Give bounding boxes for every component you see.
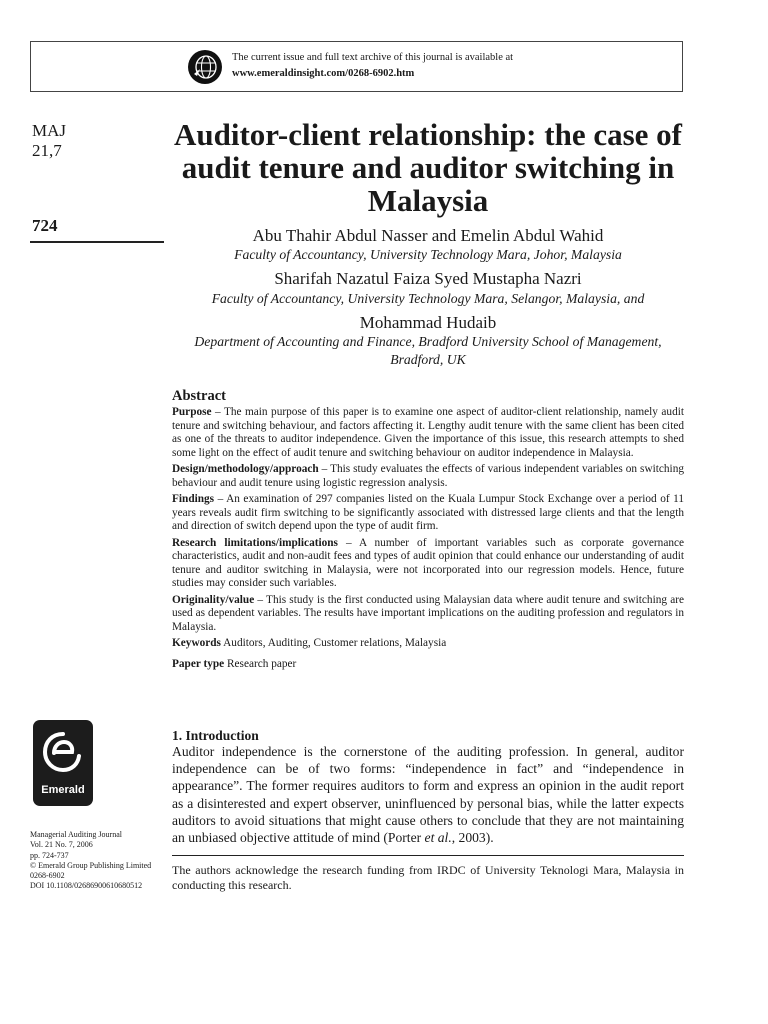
acknowledgement-footnote: The authors acknowledge the research funding from IRDC of University Teknologi Mara, Malaysia in conducting this research.: [172, 863, 684, 892]
author-affiliation: Faculty of Accountancy, University Technology Mara, Selangor, Malaysia, and: [211, 291, 645, 306]
author-affiliation: Department of Accounting and Finance, Bradford University School of Management, Bradford, UK: [194, 334, 662, 367]
citation-etal: et al.: [424, 830, 452, 846]
author-names: Sharifah Nazatul Faiza Syed Mustapha Nazri: [274, 269, 582, 288]
abstract-text: – A number of important variables such as corporate governance characteristics, audit and non-audit fees and types of audit opinion that could enhance our understanding of audit tenure and auditor switching in Malaysia, were not incorporated into our regression models. Hence, future studies may consider such variables.: [172, 536, 685, 589]
abstract-label: Originality/value: [172, 593, 255, 606]
abstract-text: – The main purpose of this paper is to examine one aspect of auditor-client relationship, namely audit tenure and switching behaviour, and factors affecting it. Lengthy audit tenure with the same client has been cited as one of the threats to auditor independence. Given the importance of this issue, this research attempts to shed some light on the effect of audit tenure and switching behaviour on auditor independence in Malaysia.: [172, 406, 684, 459]
introduction-heading: 1. Introduction: [172, 728, 259, 743]
introduction-text: Auditor independence is the cornerstone of the auditing profession. In general, auditor independence can be of two forms: “independence in fact” and “independence in appearance”. The former requires auditors to form and express an opinion in the audit report as a disinterested and expert observer, uninfluenced by personal bias, while the latter expects auditors to avoid situations that might cause others to conclude that they are not maintaining an unbiased objective attitude of mind (Porter: [172, 744, 684, 846]
abstract-text: Auditors, Auditing, Customer relations, Malaysia: [220, 637, 447, 649]
abstract-body: [172, 406, 684, 674]
abstract-design: [172, 463, 684, 490]
article-title: Auditor-client relationship: the case of audit tenure and auditor switching in Malaysia: [173, 117, 682, 218]
banner-availability-text: The current issue and full text archive of this journal is available at: [232, 52, 514, 63]
journal-abbr-text: MAJ: [32, 121, 67, 140]
emerald-swirl-icon: [41, 728, 85, 778]
abstract-originality: [172, 594, 684, 635]
journal-info-line: Vol. 21 No. 7, 2006: [30, 840, 93, 850]
footnote-rule: [172, 855, 684, 856]
journal-info-line: DOI 10.1108/02686900610680512: [30, 881, 143, 891]
journal-info-line: pp. 724-737: [30, 850, 69, 860]
journal-info-line: Managerial Auditing Journal: [30, 830, 122, 839]
journal-info-line: © Emerald Group Publishing Limited: [30, 860, 152, 870]
journal-info-line: 0268-6902: [30, 871, 65, 881]
abstract-purpose: [172, 406, 684, 460]
emerald-logo-text: Emerald: [41, 784, 85, 796]
abstract-paper-type: [172, 658, 684, 672]
journal-citation-info: [30, 830, 151, 892]
author-names: Mohammad Hudaib: [359, 313, 497, 332]
emerald-logo: [33, 720, 93, 806]
abstract-findings: [172, 493, 684, 534]
abstract-text: – This study evaluates the effects of various independent variables on switching behaviour and audit tenure using logistic regression analysis.: [172, 463, 684, 489]
abstract-keywords: [172, 637, 684, 651]
page-number-rule: [30, 241, 164, 243]
volume-issue-text: 21,7: [32, 141, 62, 160]
globe-icon: [188, 50, 222, 84]
abstract-text: – This study is the first conducted using Malaysian data where audit tenure and switching are used as dependent variables. The results have important implications on the auditing profession and regulators in Malaysia.: [172, 593, 684, 633]
abstract-limitations: [172, 537, 684, 591]
banner-url-link[interactable]: www.emeraldinsight.com/0268-6902.htm: [232, 68, 415, 79]
abstract-text: – An examination of 297 companies listed on the Kuala Lumpur Stock Exchange over a period of 11 years reveals audit firm switching to be significantly associated with distressed large clients and that the length and direction of switch depend upon the type of audit firm.: [172, 493, 684, 532]
abstract-label: Findings: [172, 493, 215, 505]
author-affiliation: Faculty of Accountancy, University Technology Mara, Johor, Malaysia: [234, 247, 622, 262]
journal-access-banner: [30, 41, 683, 92]
journal-abbreviation: [32, 121, 66, 161]
abstract-label: Research limitations/implications: [172, 536, 338, 549]
abstract-heading: Abstract: [172, 388, 226, 404]
abstract-label: Purpose: [172, 406, 212, 418]
abstract-label: Paper type: [172, 657, 225, 670]
author-names: Abu Thahir Abdul Nasser and Emelin Abdul Wahid: [252, 226, 604, 245]
abstract-text: Research paper: [224, 657, 297, 670]
page-number: 724: [32, 216, 58, 235]
introduction-paragraph: [172, 743, 684, 846]
introduction-text-end: , 2003).: [451, 830, 494, 846]
abstract-label: Keywords: [172, 637, 221, 649]
abstract-label: Design/methodology/approach: [172, 463, 319, 475]
